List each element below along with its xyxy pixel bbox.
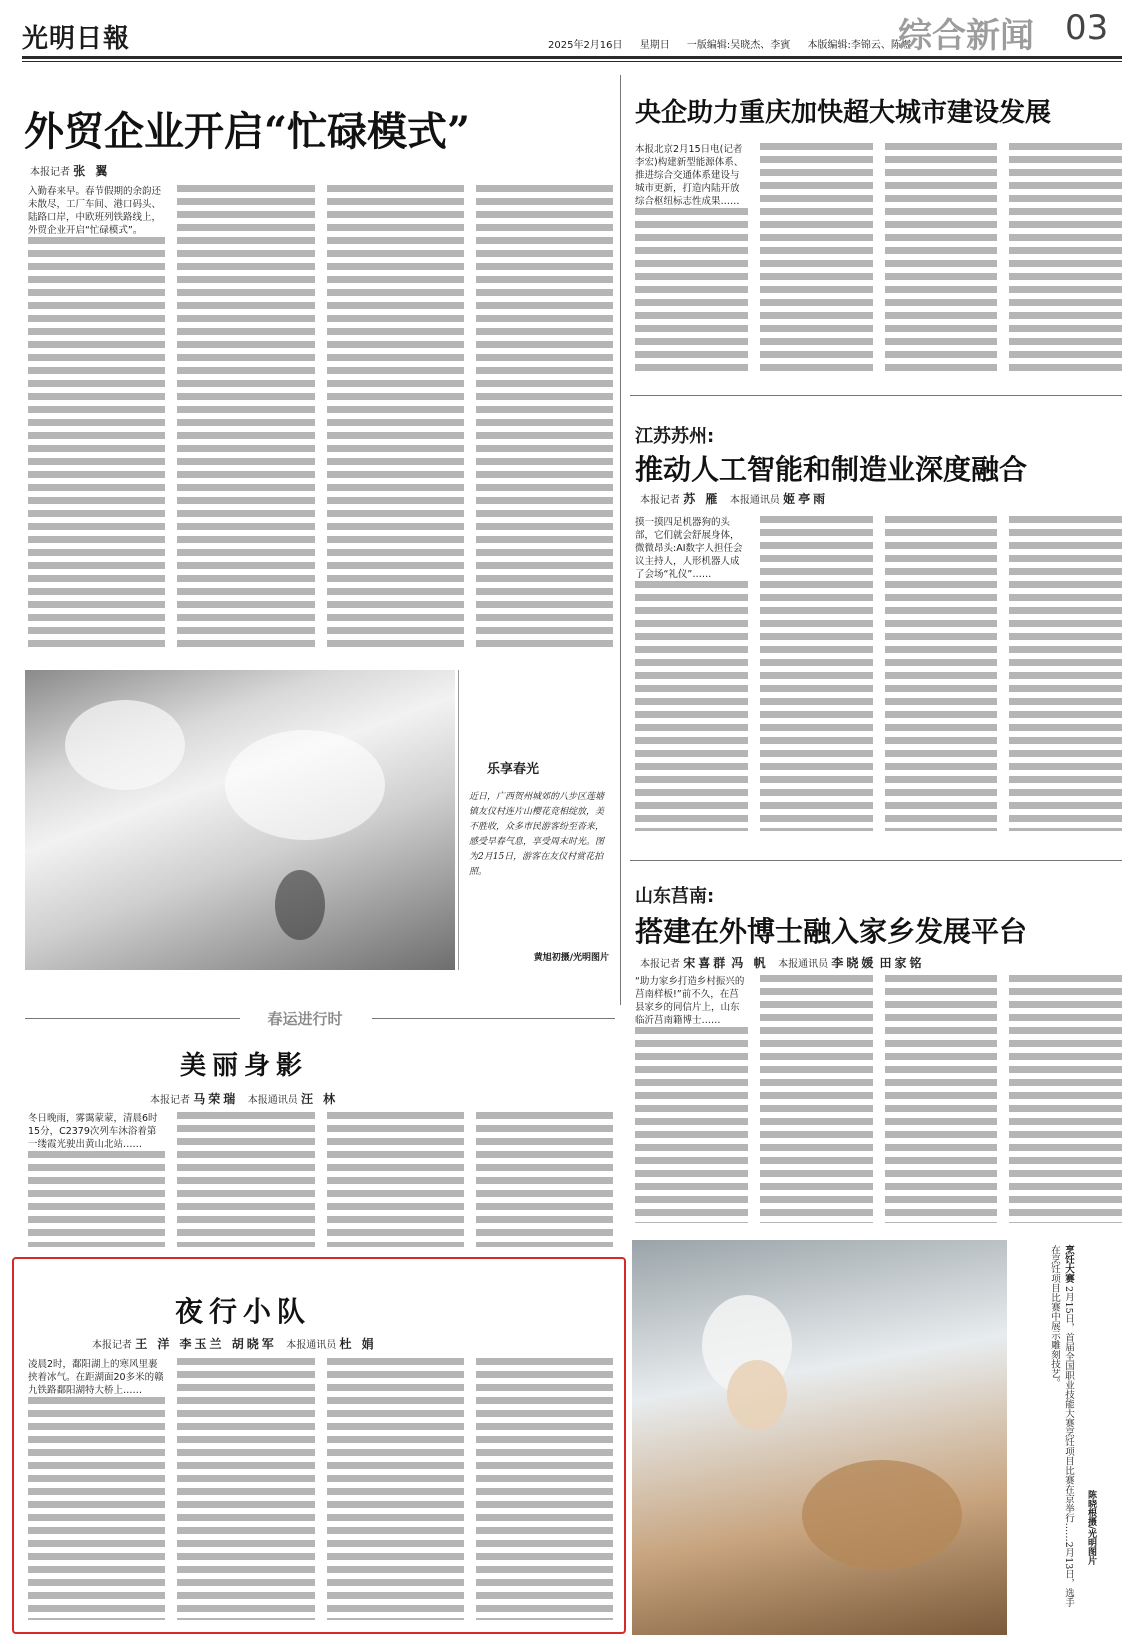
masthead-rule-thin [22,61,1122,62]
photo-caption-text: 2月15日，首届全国职业技能大赛烹饪项目比赛在京举行……2月13日，选手在烹饪项目比赛中展示雕刻技艺。 [1049,1245,1074,1608]
section-title: 综合新闻 [898,16,1034,56]
page-editors-1: 一版编辑:吴晓杰、李賓 [686,40,791,51]
text-column [476,185,613,650]
section-divider [630,395,1122,396]
band-rule-left [25,1018,240,1019]
page-editors-2: 本版编辑:李锦云、陈煜 [807,40,911,51]
text-column [28,1112,165,1247]
photo-credit-cooking: 陈晓根摄/光明图片 [1086,1490,1096,1566]
text-column [760,143,873,371]
headline-chongqing[interactable]: 央企助力重庆加快超大城市建设发展 [635,98,1052,128]
byline-beautiful: 本报记者 马荣瑞 本报通讯员 汪 林 [150,1092,339,1106]
byline-suzhou: 本报记者 苏 雁 本报通讯员 姬亭雨 [640,492,829,506]
kicker-suzhou: 江苏苏州: [635,426,715,447]
photo-caption-text: 近日，广西贺州城郊的八步区莲塘镇友仪村连片山樱花竞相绽放，美不胜收，众多市民游客纷至沓来，感受早春气息，享受周末时光。图为2月15日，游客在友仪村赏花拍照。 [469,792,605,877]
article-body-juxian [635,975,1122,1223]
byline-juxian: 本报记者 宋喜群 冯 帆 本报通讯员 李晓媛 田家铭 [640,956,925,970]
article-body-foreign-trade [28,185,613,650]
photo-credit: 黄旭初摄/光明图片 [533,953,609,963]
text-column [28,1358,165,1620]
article-body-chongqing [635,143,1122,371]
band-label-spring-travel: 春运进行时 [267,1010,343,1028]
text-column [1009,975,1122,1223]
masthead-rule [22,56,1122,59]
text-column [177,1112,314,1247]
issue-date: 2025年2月16日 [548,40,623,51]
text-column [177,185,314,650]
headline-beautiful[interactable]: 美丽身影 [180,1051,309,1081]
text-column [635,975,748,1223]
article-lead: 入勤春来早。春节假期的余韵还未散尽，工厂车间、港口码头、陆路口岸，中欧班列铁路线上，外贸企业开启“忙碌模式”。 [28,185,165,237]
text-column [476,1358,613,1620]
issue-weekday: 星期日 [639,40,670,51]
headline-juxian[interactable]: 搭建在外博士融入家乡发展平台 [635,915,1028,948]
article-lead: 摸一摸四足机器狗的头部，它们就会舒展身体，微微昂头:AI数字人担任会议主持人，人形机器人成了会场“礼仪”…… [635,516,748,581]
text-column [885,516,998,831]
text-column [327,1358,464,1620]
article-lead: 凌晨2时，鄱阳湖上的寒风里裹挟着冰气。在距湖面20多米的赣九铁路鄱阳湖特大桥上…… [28,1359,164,1396]
photo-caption-title: 乐享春光 [487,762,540,777]
text-column [760,516,873,831]
text-column [635,143,748,371]
section-divider [630,860,1122,861]
text-column [327,1112,464,1247]
text-column [885,143,998,371]
photo-caption-cooking [1015,1245,1075,1615]
headline-night-team[interactable]: 夜行小队 [175,1295,312,1328]
article-lead: 冬日晚雨，雾霭蒙蒙，清晨6时15分，C2379次列车沐浴着第一缕霞光驶出黄山北站…… [28,1112,165,1151]
text-column [476,1112,613,1247]
text-column [760,975,873,1223]
page-number: 03 [1065,8,1109,48]
masthead-info [548,36,925,51]
article-body-beautiful [28,1112,613,1247]
text-column [1009,516,1122,831]
newspaper-logo: 光明日報 [22,24,131,54]
kicker-juxian: 山东莒南: [635,886,715,907]
text-column [635,516,748,831]
photo-cooking-competition[interactable] [632,1240,1007,1635]
photo-cherry-blossoms[interactable] [25,670,455,970]
text-column [28,185,165,650]
text-column [327,185,464,650]
headline-foreign-trade[interactable]: 外贸企业开启“忙碌模式” [24,108,471,155]
article-lead: “助力家乡打造乡村振兴的莒南样板!”前不久，在莒县家乡的同信片上，山东临沂莒南籍博士…… [635,975,748,1027]
text-column [885,975,998,1223]
column-divider [620,75,621,1005]
byline-night-team: 本报记者 王 洋 李玉兰 胡晓军 本报通讯员 杜 娟 [92,1337,377,1351]
byline-foreign-trade: 本报记者 张 翼 [30,164,111,178]
article-body-suzhou [635,516,1122,831]
headline-suzhou[interactable]: 推动人工智能和制造业深度融合 [635,453,1028,486]
photo-caption-box [458,670,613,970]
photo-caption-title: 烹饪大赛 [1063,1245,1074,1283]
text-column [177,1358,314,1620]
text-column [1009,143,1122,371]
article-lead: 本报北京2月15日电(记者李宏)构建新型能源体系、推进综合交通体系建设与城市更新，打造内陆开放综合枢纽标志性成果…… [635,143,748,208]
band-rule-right [372,1018,615,1019]
article-body-night-team [28,1358,613,1620]
